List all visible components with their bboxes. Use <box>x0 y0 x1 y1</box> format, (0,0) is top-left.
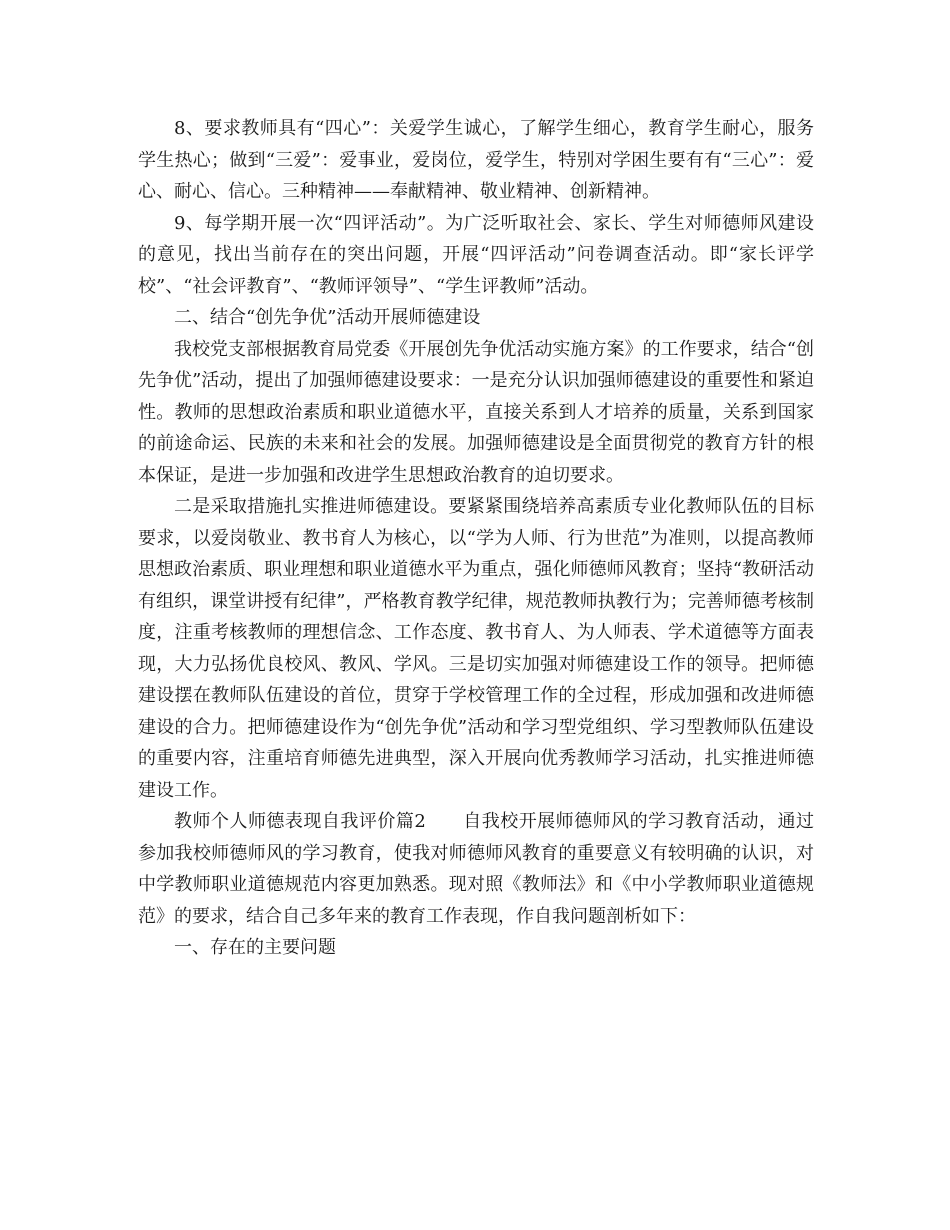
paragraph-party-branch-requirements: 我校党支部根据教育局党委《开展创先争优活动实施方案》的工作要求，结合“创先争优”活动，提出了加强师德建设要求：一是充分认识加强师德建设的重要性和紧迫性。教师的思想政治素质和职业道德水平，直接关系到人才培养的质量，关系到国家的前途命运、民族的未来和社会的发展。加强师德建设是全面贯彻党的教育方针的根本保证，是进一步加强和改进学生思想政治教育的迫切要求。 <box>138 338 814 486</box>
paragraph-self-evaluation-intro: 教师个人师德表现自我评价篇2 自我校开展师德师风的学习教育活动，通过参加我校师德师风的学习教育，使我对师德师风教育的重要意义有较明确的认识，对中学教师职业道德规范内容更加熟悉。现对照《教师法》和《中小学教师职业道德规范》的要求，结合自己多年来的教育工作表现，作自我问题剖析如下： <box>138 811 814 927</box>
document-body <box>138 113 814 964</box>
paragraph-four-hearts: 8、要求教师具有“四心”：关爱学生诚心，了解学生细心，教育学生耐心，服务学生热心；做到“三爱”：爱事业，爱岗位，爱学生，特别对学困生要有有“三心”：爱心、耐心、信心。三种精神——奉献精神、敬业精神、创新精神。 <box>138 118 814 202</box>
section-heading-chuangxian-zhengyou: 二、结合“创先争优”活动开展师德建设 <box>174 307 481 328</box>
paragraph-measures: 二是采取措施扎实推进师德建设。要紧紧围绕培养高素质专业化教师队伍的目标要求，以爱岗敬业、教书育人为核心，以“学为人师、行为世范”为准则，以提高教师思想政治素质、职业理想和职业道德水平为重点，强化师德师风教育；坚持“教研活动有组织，课堂讲授有纪律”，严格教育教学纪律，规范教师执教行为；完善师德考核制度，注重考核教师的理想信念、工作态度、教书育人、为人师表、学术道德等方面表现，大力弘扬优良校风、教风、学风。三是切实加强对师德建设工作的领导。把师德建设摆在教师队伍建设的首位，贯穿于学校管理工作的全过程，形成加强和改进师德建设的合力。把师德建设作为“创先争优”活动和学习型党组织、学习型教师队伍建设的重要内容，注重培育师德先进典型，深入开展向优秀教师学习活动，扎实推进师德建设工作。 <box>138 496 814 801</box>
paragraph-four-evaluations: 9、每学期开展一次“四评活动”。为广泛听取社会、家长、学生对师德师风建设的意见，找出当前存在的突出问题，开展“四评活动”问卷调查活动。即“家长评学校”、“社会评教育”、“教师评领导”、“学生评教师”活动。 <box>138 212 814 297</box>
section-heading-main-problems: 一、存在的主要问题 <box>174 937 336 958</box>
